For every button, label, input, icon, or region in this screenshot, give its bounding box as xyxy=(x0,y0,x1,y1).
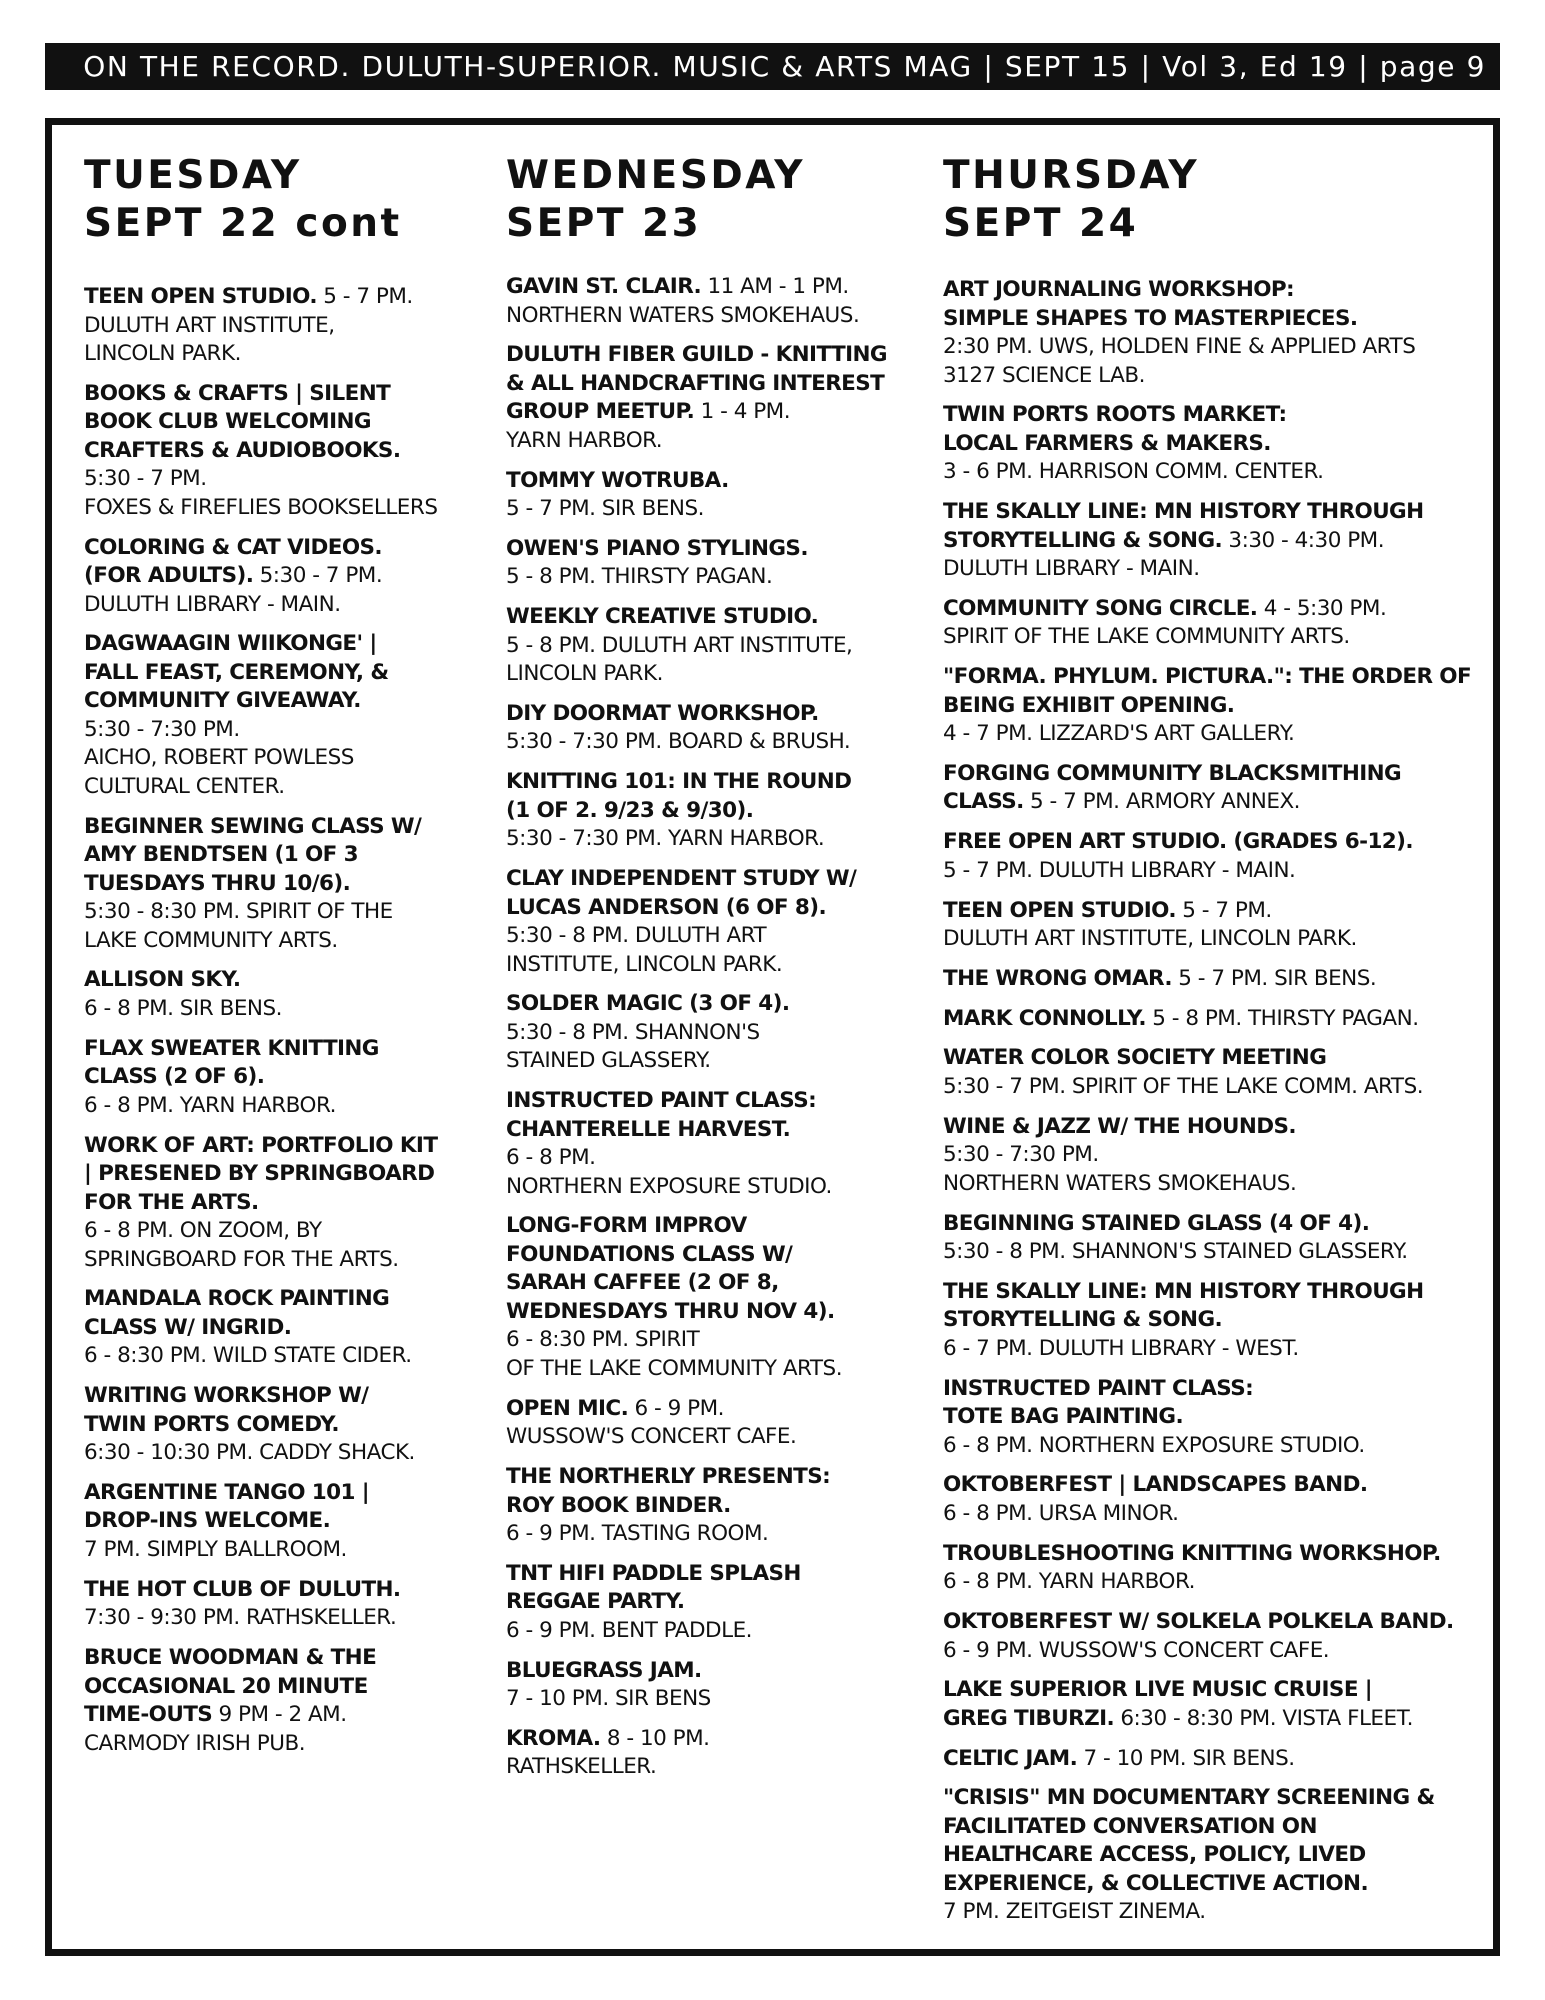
event-listing xyxy=(506,273,906,330)
event-details: 5:30 - 7:30 PM. AICHO, ROBERT POWLESS CULTURAL CENTER. xyxy=(84,716,354,799)
event-title: KNITTING 101: IN THE ROUND (1 OF 2. 9/23 & 9/30). xyxy=(506,769,852,823)
event-title: THE SKALLY LINE: MN HISTORY THROUGH STORYTELLING & SONG. xyxy=(943,499,1424,553)
page-header-bar xyxy=(45,43,1500,90)
event-title: OKTOBERFEST | LANDSCAPES BAND. xyxy=(943,1472,1368,1498)
event-details: 6 - 8:30 PM. WILD STATE CIDER. xyxy=(84,1343,412,1369)
event-listing xyxy=(943,663,1483,749)
event-details: 6:30 - 8:30 PM. VISTA FLEET. xyxy=(1114,1705,1414,1731)
event-listing xyxy=(84,966,469,1023)
event-listing xyxy=(84,1285,469,1371)
event-title: OKTOBERFEST W/ SOLKELA POLKELA BAND. xyxy=(943,1609,1454,1635)
event-listing xyxy=(506,1560,906,1646)
event-listing xyxy=(943,276,1483,390)
column-wednesday xyxy=(506,152,906,1793)
event-title: ALLISON SKY. xyxy=(84,967,241,993)
event-listing xyxy=(84,380,469,523)
event-details: 6 - 8 PM. ON ZOOM, BY SPRINGBOARD FOR THE ARTS. xyxy=(84,1218,399,1272)
event-details: 9 PM - 2 AM. CARMODY IRISH PUB. xyxy=(84,1702,347,1756)
event-listing xyxy=(506,1087,906,1201)
event-title: WATER COLOR SOCIETY MEETING xyxy=(943,1045,1327,1071)
event-title: INSTRUCTED PAINT CLASS: CHANTERELLE HARVEST. xyxy=(506,1088,817,1142)
event-listing xyxy=(943,1608,1483,1665)
event-details: 5 - 8 PM. THIRSTY PAGAN. xyxy=(506,564,773,590)
event-details: 6 - 8 PM. YARN HARBOR. xyxy=(84,1092,336,1118)
event-details: 6 - 7 PM. DULUTH LIBRARY - WEST. xyxy=(943,1335,1299,1361)
event-details: 11 AM - 1 PM. NORTHERN WATERS SMOKEHAUS. xyxy=(506,274,860,328)
event-title: DIY DOORMAT WORKSHOP. xyxy=(506,700,819,726)
event-title: "FORMA. PHYLUM. PICTURA.": THE ORDER OF BEING EXHIBIT OPENING. xyxy=(943,664,1472,718)
event-details: 5:30 - 7:30 PM. BOARD & BRUSH. xyxy=(506,729,851,755)
event-details: 5:30 - 8 PM. SHANNON'S STAINED GLASSERY. xyxy=(506,1019,760,1074)
event-listing xyxy=(943,1113,1483,1199)
event-listing xyxy=(506,700,906,757)
event-listing xyxy=(506,865,906,979)
event-listing xyxy=(943,1471,1483,1528)
event-details: 5:30 - 7 PM. DULUTH LIBRARY - MAIN. xyxy=(84,563,383,617)
event-title: WORK OF ART: PORTFOLIO KIT | PRESENED BY SPRINGBOARD FOR THE ARTS. xyxy=(84,1132,438,1215)
event-details: 6 - 9 PM. TASTING ROOM. xyxy=(506,1521,769,1547)
event-title: MANDALA ROCK PAINTING CLASS W/ INGRID. xyxy=(84,1286,390,1340)
event-listing xyxy=(943,760,1483,817)
event-listing xyxy=(84,1035,469,1121)
event-listing xyxy=(943,1676,1483,1733)
event-details: 5:30 - 8:30 PM. SPIRIT OF THE LAKE COMMUNITY ARTS. xyxy=(84,899,393,953)
event-listing xyxy=(943,401,1483,487)
day-heading-weekday: TUESDAY xyxy=(84,153,302,198)
event-title: OPEN MIC. xyxy=(506,1395,629,1421)
event-title: TROUBLESHOOTING KNITTING WORKSHOP. xyxy=(943,1540,1441,1566)
event-title: GAVIN ST. CLAIR. xyxy=(506,274,702,299)
page-header-text: ON THE RECORD. DULUTH-SUPERIOR. MUSIC & ARTS MAG | SEPT 15 | Vol 3, Ed 19 | page 9 xyxy=(83,50,1486,83)
event-title: BEGINNER SEWING CLASS W/ AMY BENDTSEN (1 OF 3 TUESDAYS THRU 10/6). xyxy=(84,813,422,896)
event-details: 6 - 8 PM. URSA MINOR. xyxy=(943,1500,1179,1526)
event-listing xyxy=(943,1540,1483,1597)
event-listing xyxy=(943,1044,1483,1101)
event-details: 5:30 - 8 PM. SHANNON'S STAINED GLASSERY. xyxy=(943,1239,1408,1265)
event-listing xyxy=(506,1395,906,1452)
event-listing xyxy=(84,813,469,956)
event-title: TEEN OPEN STUDIO. xyxy=(943,897,1176,923)
event-title: BRUCE WOODMAN & THE OCCASIONAL 20 MINUTE TIME-OUTS xyxy=(84,1645,377,1728)
event-title: COLORING & CAT VIDEOS. (FOR ADULTS). xyxy=(84,534,382,589)
event-details: 7:30 - 9:30 PM. RATHSKELLER. xyxy=(84,1605,397,1631)
event-listing xyxy=(943,498,1483,584)
event-listing xyxy=(84,283,469,369)
event-details: 5 - 7 PM. DULUTH LIBRARY - MAIN. xyxy=(943,857,1296,883)
event-listing xyxy=(943,965,1483,994)
event-details: 5:30 - 7 PM. FOXES & FIREFLIES BOOKSELLERS xyxy=(84,466,438,520)
event-title: DAGWAAGIN WIIKONGE' | FALL FEAST, CEREMONY, & COMMUNITY GIVEAWAY. xyxy=(84,631,389,714)
event-details: 6 - 9 PM. BENT PADDLE. xyxy=(506,1617,752,1643)
event-title: ARGENTINE TANGO 101 | DROP-INS WELCOME. xyxy=(84,1479,370,1534)
column-tuesday xyxy=(84,152,469,1769)
event-list xyxy=(943,276,1483,1927)
event-listing xyxy=(84,1576,469,1633)
event-title: KROMA. xyxy=(506,1725,601,1751)
event-details: 6 - 8 PM. NORTHERN EXPOSURE STUDIO. xyxy=(506,1145,832,1199)
event-title: THE SKALLY LINE: MN HISTORY THROUGH STORYTELLING & SONG. xyxy=(943,1278,1424,1333)
event-details: 6 - 8:30 PM. SPIRIT OF THE LAKE COMMUNITY ARTS. xyxy=(506,1327,843,1381)
event-details: 5 - 7 PM. ARMORY ANNEX. xyxy=(1023,789,1301,815)
event-listing xyxy=(506,1657,906,1714)
day-heading-weekday: THURSDAY xyxy=(943,153,1200,198)
day-heading-date: SEPT 22 cont xyxy=(84,201,402,246)
event-details: 6:30 - 10:30 PM. CADDY SHACK. xyxy=(84,1440,415,1466)
event-details: 5:30 - 7 PM. SPIRIT OF THE LAKE COMM. ARTS. xyxy=(943,1073,1424,1099)
event-listing xyxy=(506,467,906,524)
event-details: 6 - 9 PM. WUSSOW'S CONCERT CAFE. xyxy=(506,1395,797,1450)
event-title: TOMMY WOTRUBA. xyxy=(506,467,729,493)
day-heading xyxy=(84,152,469,248)
day-heading-date: SEPT 24 xyxy=(943,201,1139,246)
event-listing xyxy=(943,1375,1483,1461)
event-details: 6 - 8 PM. SIR BENS. xyxy=(84,995,282,1021)
event-title: "CRISIS" MN DOCUMENTARY SCREENING & FACILITATED CONVERSATION ON HEALTHCARE ACCESS, POLICY, LIVED EXPERIENCE, & COLLECTIVE ACTION. xyxy=(943,1785,1435,1896)
event-details: 5 - 7 PM. SIR BENS. xyxy=(506,496,704,522)
event-listing xyxy=(943,897,1483,954)
event-details: 6 - 8 PM. YARN HARBOR. xyxy=(943,1569,1195,1595)
event-listing xyxy=(506,603,906,689)
event-listing xyxy=(943,595,1483,652)
event-title: BLUEGRASS JAM. xyxy=(506,1657,702,1683)
event-details: 6 - 8 PM. NORTHERN EXPOSURE STUDIO. xyxy=(943,1432,1365,1458)
event-title: LONG-FORM IMPROV FOUNDATIONS CLASS W/ SARAH CAFFEE (2 OF 8, WEDNESDAYS THRU NOV 4). xyxy=(506,1213,835,1324)
event-listing xyxy=(506,341,906,455)
event-details: 5 - 7 PM. DULUTH ART INSTITUTE, LINCOLN PARK. xyxy=(84,284,413,366)
event-listing xyxy=(84,1382,469,1468)
event-listing xyxy=(943,1745,1483,1774)
event-details: 7 - 10 PM. SIR BENS xyxy=(506,1686,711,1712)
event-details: 1 - 4 PM. YARN HARBOR. xyxy=(506,399,791,453)
event-title: INSTRUCTED PAINT CLASS: TOTE BAG PAINTING. xyxy=(943,1375,1254,1430)
event-listing xyxy=(506,768,906,854)
event-details: 4 - 5:30 PM. SPIRIT OF THE LAKE COMMUNITY ARTS. xyxy=(943,595,1387,650)
day-heading xyxy=(943,152,1483,248)
event-title: BOOKS & CRAFTS | SILENT BOOK CLUB WELCOMING CRAFTERS & AUDIOBOOKS. xyxy=(84,380,401,463)
event-title: WINE & JAZZ W/ THE HOUNDS. xyxy=(943,1113,1296,1139)
event-details: 7 - 10 PM. SIR BENS. xyxy=(1077,1745,1295,1771)
event-listing xyxy=(84,1132,469,1275)
event-listing xyxy=(84,630,469,801)
event-details: 5:30 - 7:30 PM. YARN HARBOR. xyxy=(506,826,825,852)
event-title: THE WRONG OMAR. xyxy=(943,965,1172,991)
event-listing xyxy=(943,1278,1483,1364)
event-details: 7 PM. SIMPLY BALLROOM. xyxy=(84,1536,347,1562)
event-details: 5 - 7 PM. DULUTH ART INSTITUTE, LINCOLN PARK. xyxy=(943,897,1357,952)
event-title: WRITING WORKSHOP W/ TWIN PORTS COMEDY. xyxy=(84,1383,369,1437)
event-listing xyxy=(506,535,906,592)
event-listing xyxy=(506,1463,906,1549)
event-title: FREE OPEN ART STUDIO. (GRADES 6-12). xyxy=(943,829,1413,855)
event-details: 2:30 PM. UWS, HOLDEN FINE & APPLIED ARTS 3127 SCIENCE LAB. xyxy=(943,334,1416,388)
event-title: TEEN OPEN STUDIO. xyxy=(84,284,317,309)
event-title: THE HOT CLUB OF DULUTH. xyxy=(84,1576,401,1602)
event-title: TNT HIFI PADDLE SPLASH REGGAE PARTY. xyxy=(506,1560,801,1615)
event-title: DULUTH FIBER GUILD - KNITTING & ALL HANDCRAFTING INTEREST GROUP MEETUP. xyxy=(506,342,887,425)
event-title: WEEKLY CREATIVE STUDIO. xyxy=(506,604,819,630)
event-details: 4 - 7 PM. LIZZARD'S ART GALLERY. xyxy=(943,721,1295,747)
event-listing xyxy=(84,1479,469,1565)
event-title: MARK CONNOLLY. xyxy=(943,1005,1146,1031)
event-title: OWEN'S PIANO STYLINGS. xyxy=(506,535,808,561)
day-heading-date: SEPT 23 xyxy=(506,201,702,246)
event-details: 5 - 8 PM. THIRSTY PAGAN. xyxy=(1145,1005,1419,1031)
event-listing xyxy=(506,1725,906,1782)
event-details: 5:30 - 8 PM. DULUTH ART INSTITUTE, LINCOLN PARK. xyxy=(506,923,783,977)
event-details: 3:30 - 4:30 PM. DULUTH LIBRARY - MAIN. xyxy=(943,527,1385,582)
event-details: 5 - 7 PM. SIR BENS. xyxy=(1171,965,1377,991)
event-title: COMMUNITY SONG CIRCLE. xyxy=(943,595,1258,621)
event-listing xyxy=(943,1005,1483,1034)
event-listing xyxy=(943,828,1483,885)
event-title: CELTIC JAM. xyxy=(943,1745,1078,1771)
event-title: FLAX SWEATER KNITTING CLASS (2 OF 6). xyxy=(84,1035,379,1090)
event-listing xyxy=(943,1210,1483,1267)
event-list xyxy=(84,283,469,1758)
event-title: BEGINNING STAINED GLASS (4 OF 4). xyxy=(943,1210,1370,1236)
day-heading-weekday: WEDNESDAY xyxy=(506,153,805,198)
event-details: 5 - 8 PM. DULUTH ART INSTITUTE, LINCOLN PARK. xyxy=(506,632,853,687)
event-title: ART JOURNALING WORKSHOP: SIMPLE SHAPES TO MASTERPIECES. xyxy=(943,277,1358,331)
event-title: FORGING COMMUNITY BLACKSMITHING CLASS. xyxy=(943,760,1402,815)
event-listing xyxy=(943,1784,1483,1927)
event-details: 7 PM. ZEITGEIST ZINEMA. xyxy=(943,1899,1206,1925)
event-details: 8 - 10 PM. RATHSKELLER. xyxy=(506,1725,710,1780)
event-title: SOLDER MAGIC (3 OF 4). xyxy=(506,991,790,1017)
event-listing xyxy=(84,534,469,620)
event-title: LAKE SUPERIOR LIVE MUSIC CRUISE | GREG TIBURZI. xyxy=(943,1677,1373,1731)
column-thursday xyxy=(943,152,1483,1938)
event-details: 6 - 9 PM. WUSSOW'S CONCERT CAFE. xyxy=(943,1637,1330,1663)
event-details: 5:30 - 7:30 PM. NORTHERN WATERS SMOKEHAUS. xyxy=(943,1142,1297,1196)
event-title: THE NORTHERLY PRESENTS: ROY BOOK BINDER. xyxy=(506,1464,831,1518)
event-listing xyxy=(84,1644,469,1758)
day-heading xyxy=(506,152,906,248)
event-listing xyxy=(506,1212,906,1383)
event-listing xyxy=(506,990,906,1076)
event-title: CLAY INDEPENDENT STUDY W/ LUCAS ANDERSON (6 OF 8). xyxy=(506,866,857,920)
event-details: 3 - 6 PM. HARRISON COMM. CENTER. xyxy=(943,459,1324,485)
event-list xyxy=(506,273,906,1782)
event-title: TWIN PORTS ROOTS MARKET: LOCAL FARMERS & MAKERS. xyxy=(943,402,1287,456)
